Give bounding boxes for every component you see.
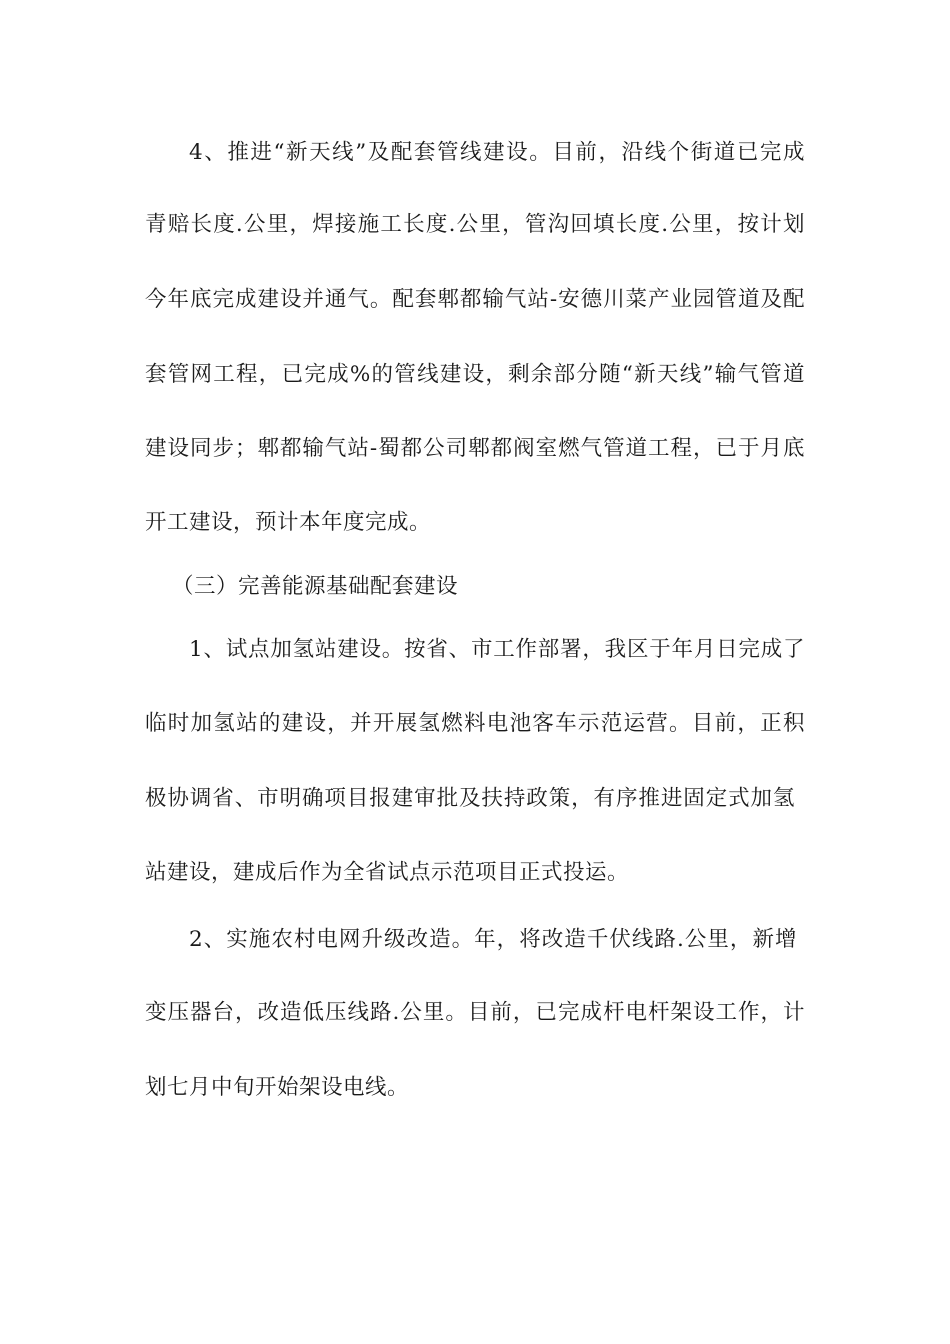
paragraph-4-line-3: 今年底完成建设并通气。配套郫都输气站-安德川菜产业园管道及配 <box>145 287 805 312</box>
paragraph-1-line-2: 临时加氢站的建设，并开展氢燃料电池客车示范运营。目前，正积 <box>145 711 805 736</box>
paragraph-1-line-4: 站建设，建成后作为全省试点示范项目正式投运。 <box>145 860 630 885</box>
paragraph-4-line-4: 套管网工程，已完成%的管线建设，剩余部分随“新天线”输气管道 <box>145 362 805 387</box>
paragraph-2-line-2: 变压器台，改造低压线路.公里。目前，已完成杆电杆架设工作，计 <box>145 1000 805 1025</box>
paragraph-1-line-1: 1、试点加氢站建设。按省、市工作部署，我区于年月日完成了 <box>189 637 805 662</box>
section-heading: （三）完善能源基础配套建设 <box>172 574 459 599</box>
paragraph-4-line-6: 开工建设，预计本年度完成。 <box>145 510 432 535</box>
paragraph-2-line-3: 划七月中旬开始架设电线。 <box>145 1075 410 1100</box>
paragraph-4-line-1: 4、推进“新天线”及配套管线建设。目前，沿线个街道已完成 <box>189 140 805 165</box>
paragraph-4-line-2: 青赔长度.公里，焊接施工长度.公里，管沟回填长度.公里，按计划 <box>145 212 805 237</box>
paragraph-2-line-1: 2、实施农村电网升级改造。年，将改造千伏线路.公里，新增 <box>189 927 797 952</box>
paragraph-1-line-3: 极协调省、市明确项目报建审批及扶持政策，有序推进固定式加氢 <box>145 786 795 811</box>
paragraph-4-line-5: 建设同步；郫都输气站-蜀都公司郫都阀室燃气管道工程，已于月底 <box>145 436 805 461</box>
